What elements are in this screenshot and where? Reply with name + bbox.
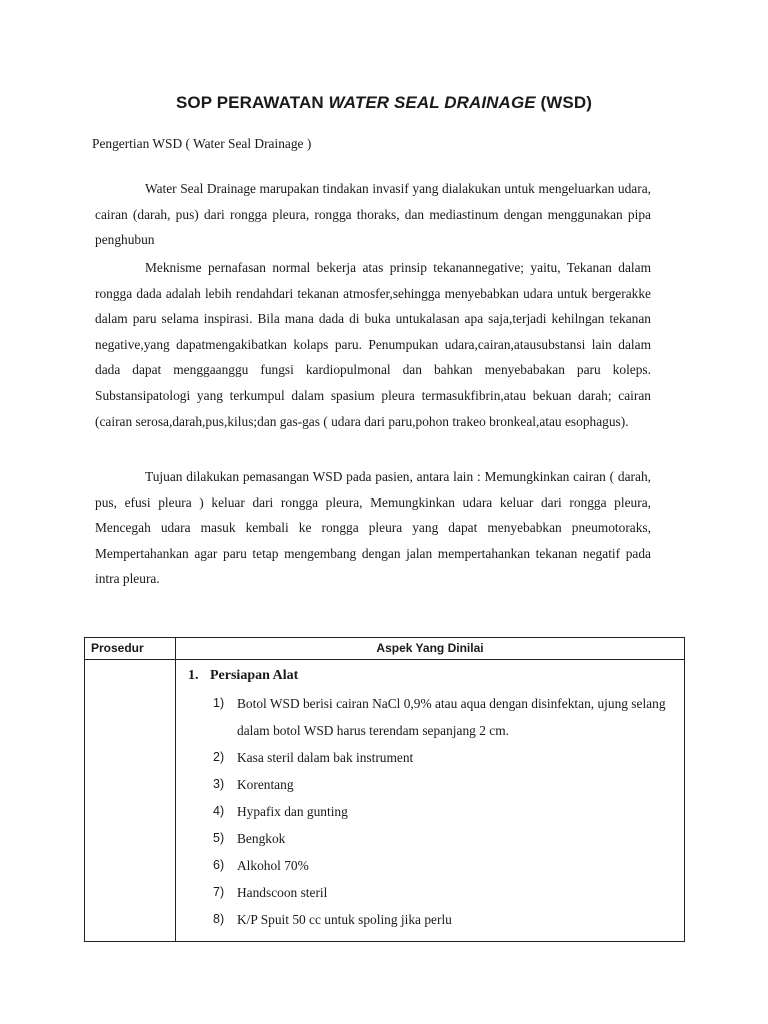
item-text: Kasa steril dalam bak instrument [237, 750, 414, 765]
list-item [176, 906, 684, 933]
list-item [176, 771, 684, 798]
list-item [176, 852, 684, 879]
item-text: Bengkok [237, 831, 286, 846]
item-number: 6) [213, 858, 225, 872]
item-text: Botol WSD berisi cairan NaCl 0,9% atau aqua dengan disinfektan, ujung selang dalam botol WSD harus terendam sepanjang 2 cm. [237, 696, 666, 738]
item-number: 8) [213, 912, 225, 926]
list-item [176, 744, 684, 771]
section-heading [188, 666, 684, 686]
item-number: 4) [213, 804, 225, 818]
item-text: Alkohol 70% [237, 858, 309, 873]
table-header-row [85, 638, 685, 660]
item-number: 3) [213, 777, 225, 791]
section-number: 1. [188, 668, 199, 683]
equipment-list [176, 690, 684, 933]
header-prosedur: Prosedur [85, 638, 176, 660]
item-number: 7) [213, 885, 225, 899]
title-italic-text: WATER SEAL DRAINAGE [328, 93, 536, 112]
prosedur-cell [85, 660, 176, 942]
list-item [176, 879, 684, 906]
paragraph-definition: Water Seal Drainage marupakan tindakan invasif yang dialakukan untuk mengeluarkan udara, cairan (darah, pus) dari rongga pleura, rongga thoraks, dan mediastinum dengan menggunakan pipa penghubun [95, 181, 651, 248]
title-text: SOP PERAWATAN [175, 93, 329, 112]
item-text: K/P Spuit 50 cc untuk spoling jika perlu [237, 912, 452, 927]
document-title [0, 93, 768, 113]
item-text: Handscoon steril [237, 885, 328, 900]
title-suffix-text: (WSD) [535, 93, 593, 112]
paragraph-mechanism: Meknisme pernafasan normal bekerja atas prinsip tekanannegative; yaitu, Tekanan dalam rongga dada adalah lebih rendahdari tekanan atmosfer,sehingga menyebabkan udara untuk bergerakke dalam paru selama inspirasi. Bila mana dada di buka untukalasan apa saja,terjadi kehilngan tekanan negative,yang dapatmengakibatkan kolaps paru. Penumpukan udara,cairan,atausubstansi lain dalam dada dapat menggaanggu fungsi kardiopulmonal dan bahkan menyebabakan paru koleps. Substansipatologi yang terkumpul dalam spasium pleura termasukfibrin,atau bekuan darah; cairan (cairan serosa,darah,pus,kilus;dan gas-gas ( udara dari paru,pohon trakeo bronkeal,atau esophagus). [95, 260, 651, 429]
list-item [176, 690, 684, 744]
item-text: Korentang [237, 777, 294, 792]
header-aspek: Aspek Yang Dinilai [176, 638, 685, 660]
section-title: Persiapan Alat [210, 668, 299, 683]
table-row [85, 660, 685, 942]
procedure-table [84, 637, 685, 942]
section-subtitle: Pengertian WSD ( Water Seal Drainage ) [92, 136, 312, 151]
item-number: 2) [213, 750, 225, 764]
aspek-cell [176, 660, 685, 942]
item-number: 1) [213, 696, 225, 710]
item-number: 5) [213, 831, 225, 845]
paragraph-purpose: Tujuan dilakukan pemasangan WSD pada pasien, antara lain : Memungkinkan cairan ( darah, pus, efusi pleura ) keluar dari rongga pleura, Memungkinkan udara keluar dari rongga pleura, Mencegah udara masuk kembali ke rongga pleura yang dapat menyebabkan pneumotoraks, Mempertahankan agar paru tetap mengembang dengan jalan mempertahankan tekanan negatif pada intra pleura. [95, 469, 651, 587]
list-item [176, 825, 684, 852]
item-text: Hypafix dan gunting [237, 804, 348, 819]
list-item [176, 798, 684, 825]
